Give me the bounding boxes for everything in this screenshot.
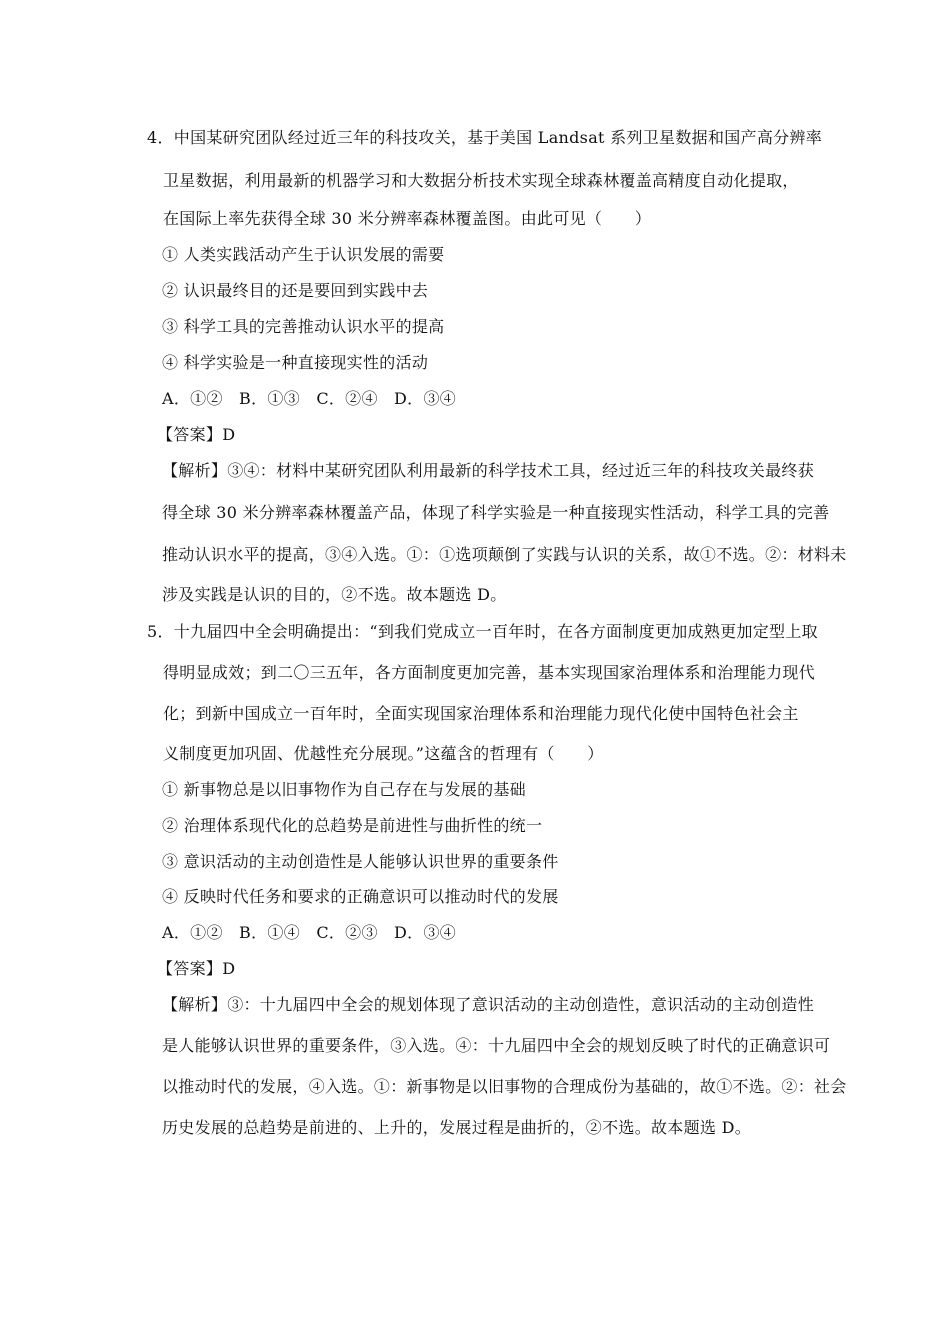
analysis-line: 涉及实践是认识的目的，②不选。故本题选 D。 (162, 585, 507, 604)
statement-item: ① 人类实践活动产生于认识发展的需要 (162, 245, 445, 264)
question-stem-line: 5．十九届四中全会明确提出：“到我们党成立一百年时，在各方面制度更加成熟更加定型上取 (147, 622, 818, 641)
question-stem-line: 4．中国某研究团队经过近三年的科技攻关，基于美国 Landsat 系列卫星数据和国产高分辨率 (147, 128, 823, 147)
analysis-line: 【解析】③④：材料中某研究团队利用最新的科学技术工具，经过近三年的科技攻关最终获 (162, 461, 815, 480)
question-stem-line: 义制度更加巩固、优越性充分展现。”这蕴含的哲理有（ ） (163, 744, 604, 763)
analysis-line: 是人能够认识世界的重要条件，③入选。④：十九届四中全会的规划反映了时代的正确意识可 (162, 1036, 831, 1055)
answer-choices: A．①② B．①④ C．②③ D．③④ (162, 923, 457, 942)
statement-item: ④ 反映时代任务和要求的正确意识可以推动时代的发展 (162, 887, 559, 906)
statement-item: ② 治理体系现代化的总趋势是前进性与曲折性的统一 (162, 816, 543, 835)
analysis-line: 历史发展的总趋势是前进的、上升的，发展过程是曲折的，②不选。故本题选 D。 (162, 1118, 752, 1137)
question-stem-line: 在国际上率先获得全球 30 米分辨率森林覆盖图。由此可见（ ） (163, 209, 652, 228)
analysis-line: 得全球 30 米分辨率森林覆盖产品，体现了科学实验是一种直接现实性活动，科学工具的完善 (162, 503, 830, 522)
question-stem-line: 得明显成效；到二〇三五年，各方面制度更加完善，基本实现国家治理体系和治理能力现代 (163, 663, 816, 682)
analysis-line: 以推动时代的发展，④入选。①：新事物是以旧事物的合理成份为基础的，故①不选。②：社会 (162, 1077, 847, 1096)
answer-choices: A．①② B．①③ C．②④ D．③④ (162, 389, 457, 408)
analysis-line: 推动认识水平的提高，③④入选。①：①选项颠倒了实践与认识的关系，故①不选。②：材料未 (162, 545, 847, 564)
statement-item: ① 新事物总是以旧事物作为自己存在与发展的基础 (162, 780, 526, 799)
answer-label: 【答案】D (157, 959, 236, 978)
statement-item: ③ 科学工具的完善推动认识水平的提高 (162, 317, 445, 336)
question-stem-line: 化；到新中国成立一百年时，全面实现国家治理体系和治理能力现代化使中国特色社会主 (163, 704, 799, 723)
statement-item: ③ 意识活动的主动创造性是人能够认识世界的重要条件 (162, 852, 559, 871)
answer-label: 【答案】D (157, 425, 236, 444)
statement-item: ② 认识最终目的还是要回到实践中去 (162, 281, 429, 300)
analysis-line: 【解析】③：十九届四中全会的规划体现了意识活动的主动创造性，意识活动的主动创造性 (162, 995, 815, 1014)
statement-item: ④ 科学实验是一种直接现实性的活动 (162, 353, 429, 372)
question-stem-line: 卫星数据，利用最新的机器学习和大数据分析技术实现全球森林覆盖高精度自动化提取， (163, 171, 799, 190)
